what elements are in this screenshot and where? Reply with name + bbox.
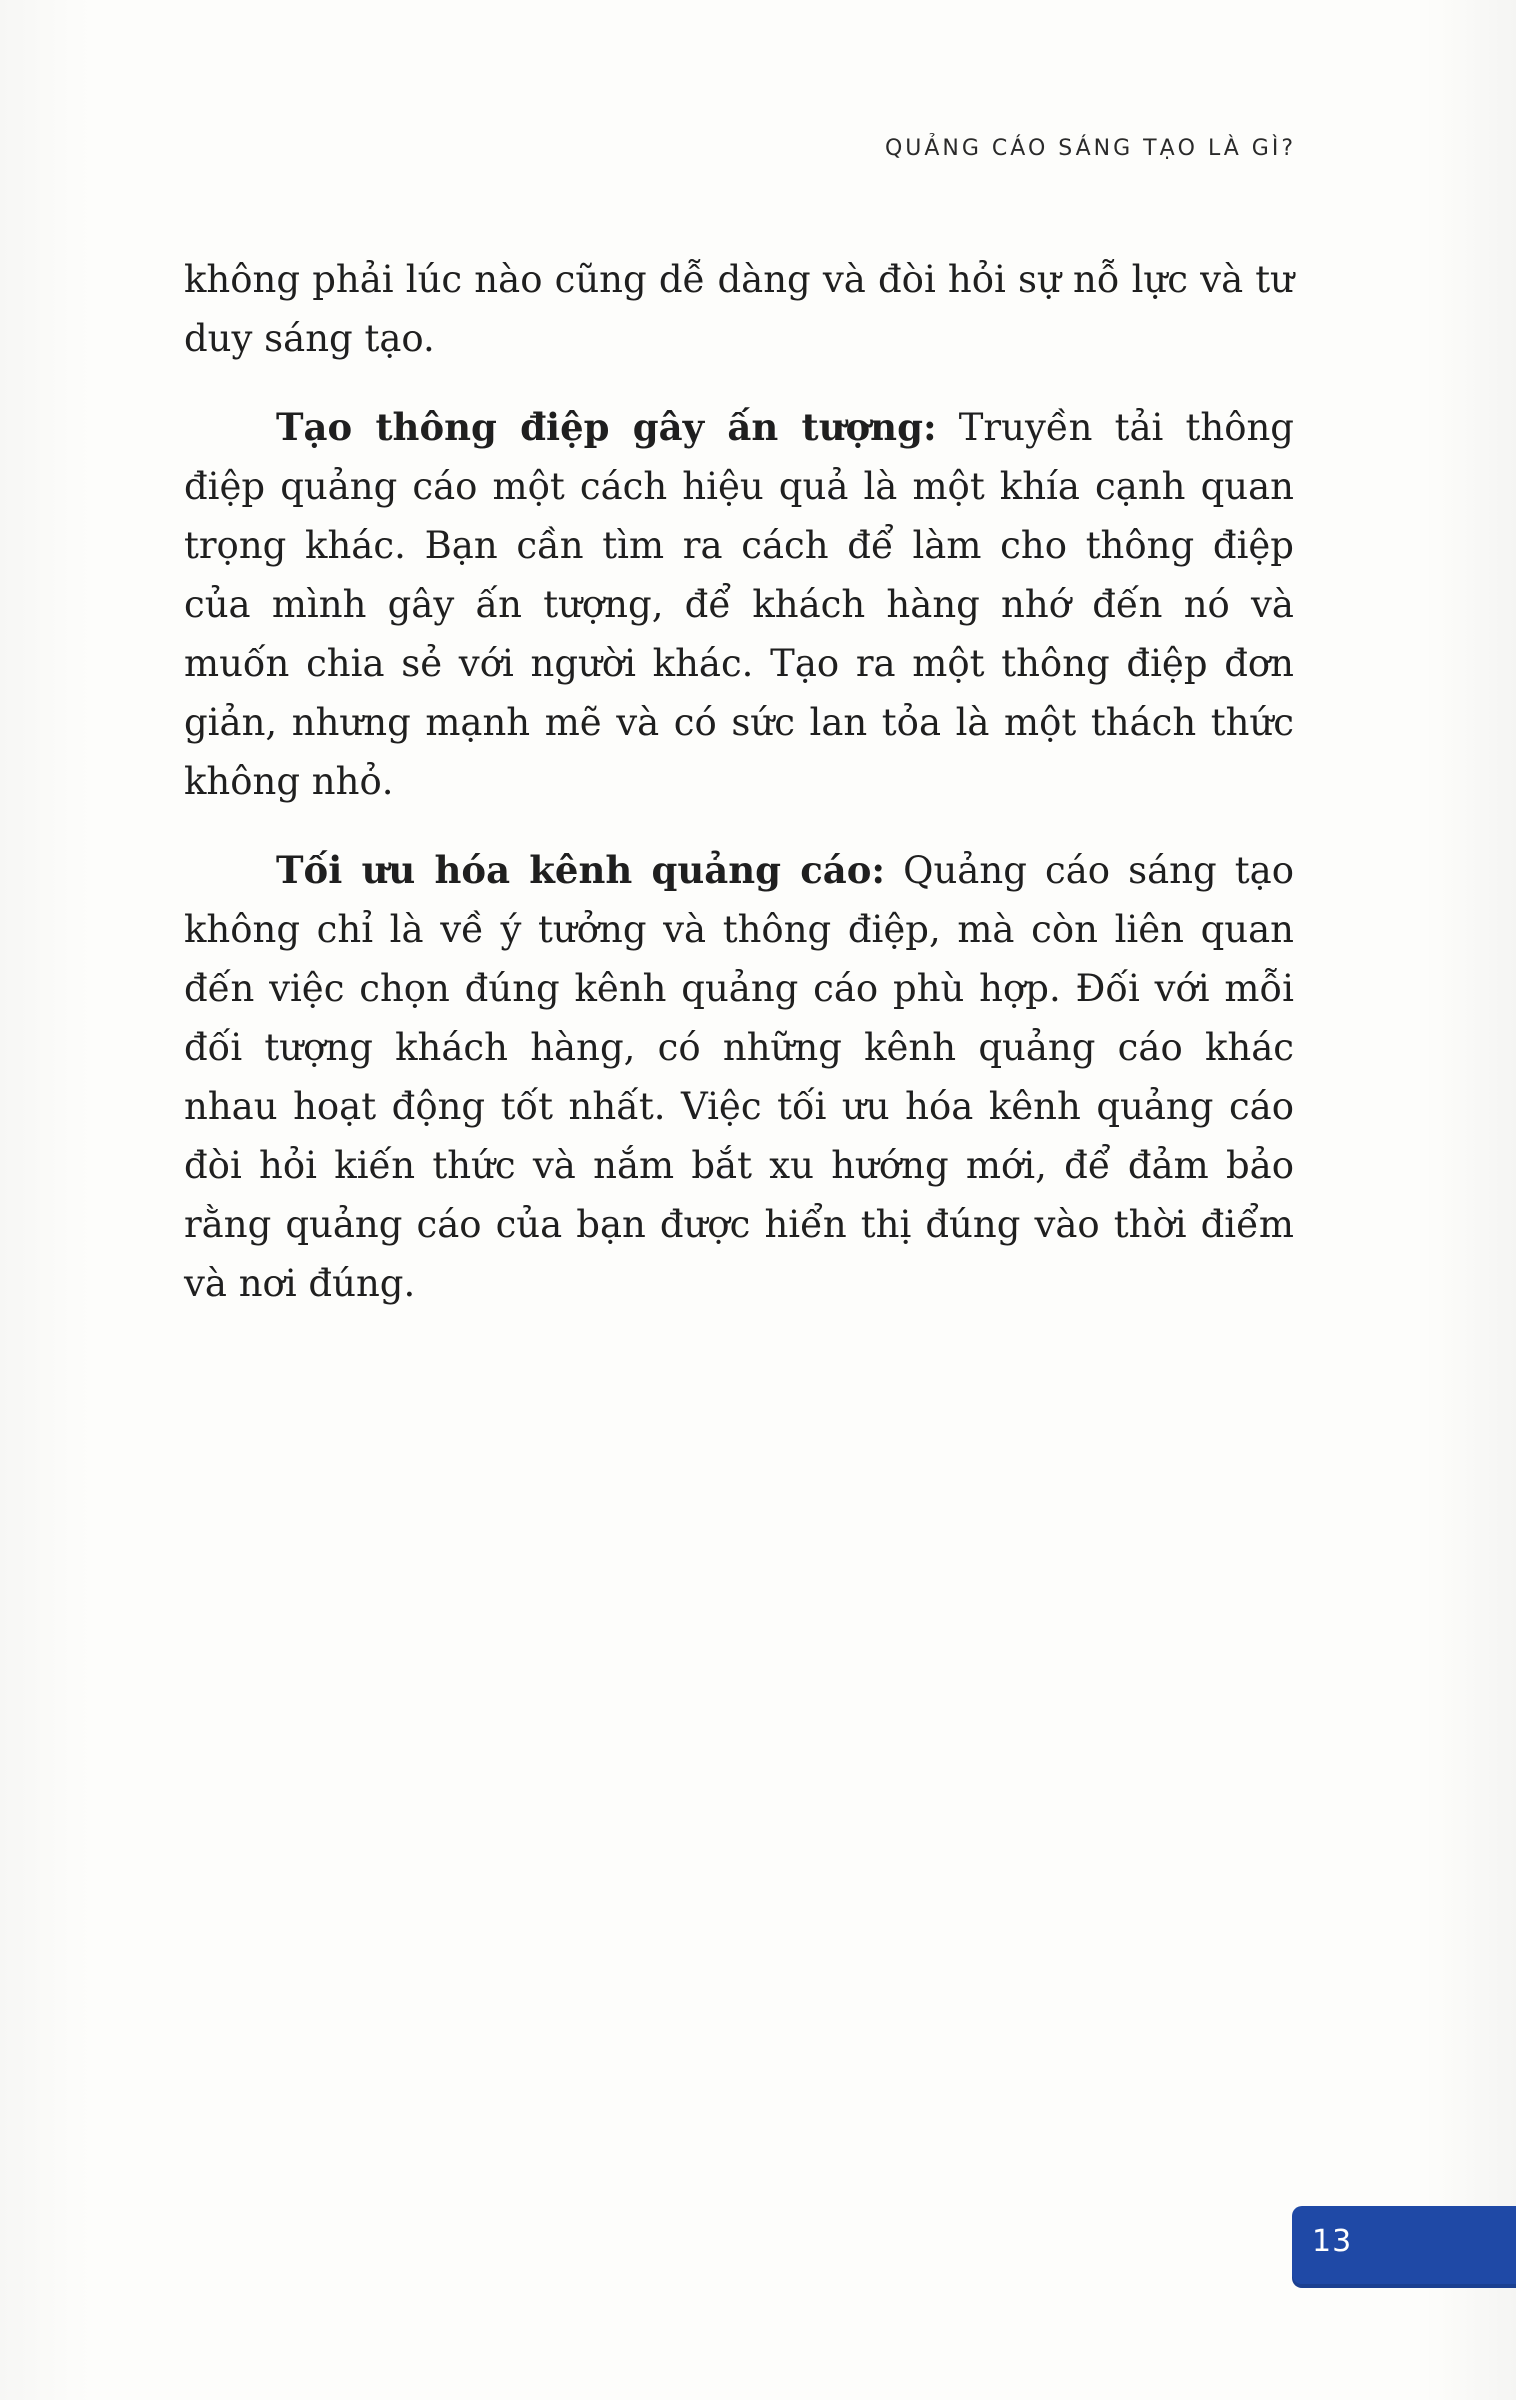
paragraph-channel-optimization xyxy=(184,841,1294,1313)
paragraph-lead: Tối ưu hóa kênh quảng cáo: xyxy=(276,848,886,892)
body-text xyxy=(184,250,1294,1313)
paragraph-lead: Tạo thông điệp gây ấn tượng: xyxy=(276,405,937,449)
running-header: QUẢNG CÁO SÁNG TẠO LÀ GÌ? xyxy=(884,136,1296,161)
page-number: 13 xyxy=(1312,2224,1353,2259)
continuation-paragraph: không phải lúc nào cũng dễ dàng và đòi hỏi sự nỗ lực và tư duy sáng tạo. xyxy=(184,258,1294,360)
paragraph-impressive-message xyxy=(184,398,1294,811)
page-number-badge xyxy=(1292,2206,1516,2288)
paragraph-text: Truyền tải thông điệp quảng cáo một cách hiệu quả là một khía cạnh quan trọng khác. Bạn cần tìm ra cách để làm cho thông điệp của mình gây ấn tượng, để khách hàng nhớ đến nó và muốn chia sẻ với người khác. Tạo ra một thông điệp đơn giản, nhưng mạnh mẽ và có sức lan tỏa là một thách thức không nhỏ. xyxy=(184,406,1294,803)
paragraph-text: Quảng cáo sáng tạo không chỉ là về ý tưởng và thông điệp, mà còn liên quan đến việc chọn đúng kênh quảng cáo phù hợp. Đối với mỗi đối tượng khách hàng, có những kênh quảng cáo khác nhau hoạt động tốt nhất. Việc tối ưu hóa kênh quảng cáo đòi hỏi kiến thức và nắm bắt xu hướng mới, để đảm bảo rằng quảng cáo của bạn được hiển thị đúng vào thời điểm và nơi đúng. xyxy=(184,849,1294,1305)
